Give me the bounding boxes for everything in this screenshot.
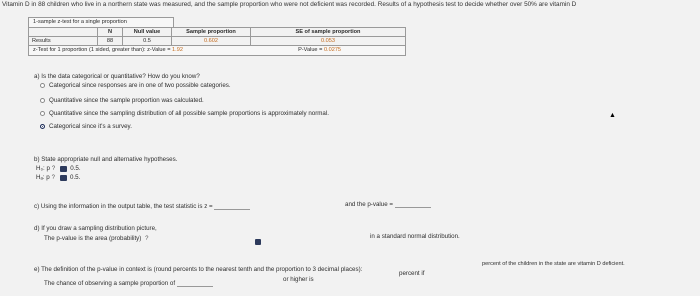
z-test-label: z-Test for 1 proportion (1 sided, greater than): z-Value = (33, 47, 173, 53)
question-d-line2 (44, 235, 150, 242)
sample-proportion-input[interactable] (177, 280, 213, 287)
table-header-cell: SE of sample proportion (251, 28, 406, 37)
tail-text: percent of the children in the state are vitamin D deficient. (482, 261, 625, 267)
p-value-prompt (345, 201, 431, 208)
output-table (28, 17, 406, 56)
radio-button[interactable] (40, 111, 45, 116)
option-label: Categorical since responses are in one of two possible categories. (49, 82, 231, 89)
results-grid (28, 27, 406, 46)
problem-intro: Vitamin D in 88 children who live in a northern state was measured, and the sample proportion who were not deficient was recorded. Results of a hypothesis test to decide whether over 50% are vitamin D (2, 1, 577, 8)
radio-button[interactable] (40, 83, 45, 88)
or-higher-text: or higher is (283, 276, 314, 283)
table-caption: 1-sample z-test for a single proportion (28, 17, 174, 27)
question-d-line2-text: The p-value is the area (probability) (44, 235, 142, 242)
ha-label: Hₐ: p (36, 174, 50, 181)
z-value: 1.92 (172, 47, 183, 53)
mouse-cursor-icon: ▲ (609, 112, 616, 119)
table-cell: 0.053 (251, 37, 406, 46)
alternative-hypothesis (36, 174, 80, 181)
ha-value: 0.5. (70, 174, 81, 181)
table-cell: 0.602 (172, 37, 251, 46)
table-header-cell: Sample proportion (172, 28, 251, 37)
percent-if-text: percent if (399, 270, 425, 277)
question-e-line2 (44, 280, 213, 287)
option-label: Quantitative since the sampling distribution of all possible sample proportions is approximately normal. (49, 110, 329, 117)
question-a: a) Is the data categorical or quantitative? How do you know? (34, 73, 200, 80)
p-value: 0.0275 (323, 47, 342, 53)
table-row (29, 37, 406, 46)
question-d-suffix: in a standard normal distribution. (370, 233, 460, 240)
question-mark-icon: ? (51, 174, 55, 181)
table-cell: 88 (98, 37, 123, 46)
question-b: b) State appropriate null and alternative hypotheses. (34, 156, 178, 163)
h0-operator-dropdown[interactable] (60, 166, 67, 172)
ha-operator-dropdown[interactable] (60, 175, 67, 181)
p-value-label: P-Value = (298, 47, 324, 53)
p-value-answer-input[interactable] (395, 201, 431, 208)
h0-label: H₀: p (36, 165, 50, 172)
table-cell: 0.5 (123, 37, 172, 46)
table-header-cell (29, 28, 98, 37)
table-footer (28, 46, 406, 56)
question-e-line2-text: The chance of observing a sample proportion of (44, 280, 176, 288)
option-label: Quantitative since the sample proportion was calculated. (49, 97, 204, 104)
option-a4[interactable] (40, 123, 132, 130)
question-mark-icon: ? (145, 236, 149, 242)
question-c-text: c) Using the information in the output table, the test statistic is z = (34, 203, 213, 211)
radio-button-selected[interactable] (40, 124, 45, 129)
table-header-cell: N (98, 28, 123, 37)
p-value-prompt-text: and the p-value = (345, 201, 393, 209)
option-a1[interactable] (40, 82, 231, 89)
null-hypothesis (36, 165, 81, 172)
question-mark-icon: ? (51, 165, 56, 172)
z-answer-input[interactable] (214, 203, 250, 210)
option-a3[interactable] (40, 110, 329, 117)
table-header-cell: Null value (123, 28, 172, 37)
tail-dropdown[interactable] (255, 239, 261, 245)
table-cell: Results (29, 37, 98, 46)
radio-button[interactable] (40, 98, 45, 103)
option-a2[interactable] (40, 97, 204, 104)
table-header-row (29, 28, 406, 37)
h0-value: 0.5. (70, 165, 81, 172)
option-label: Categorical since it's a survey. (49, 123, 132, 130)
question-d: d) If you draw a sampling distribution picture, (34, 225, 157, 232)
question-c (34, 203, 250, 210)
question-e: e) The definition of the p-value in context is (round percents to the nearest tenth and the proportion to 3 decimal places): (34, 266, 363, 273)
